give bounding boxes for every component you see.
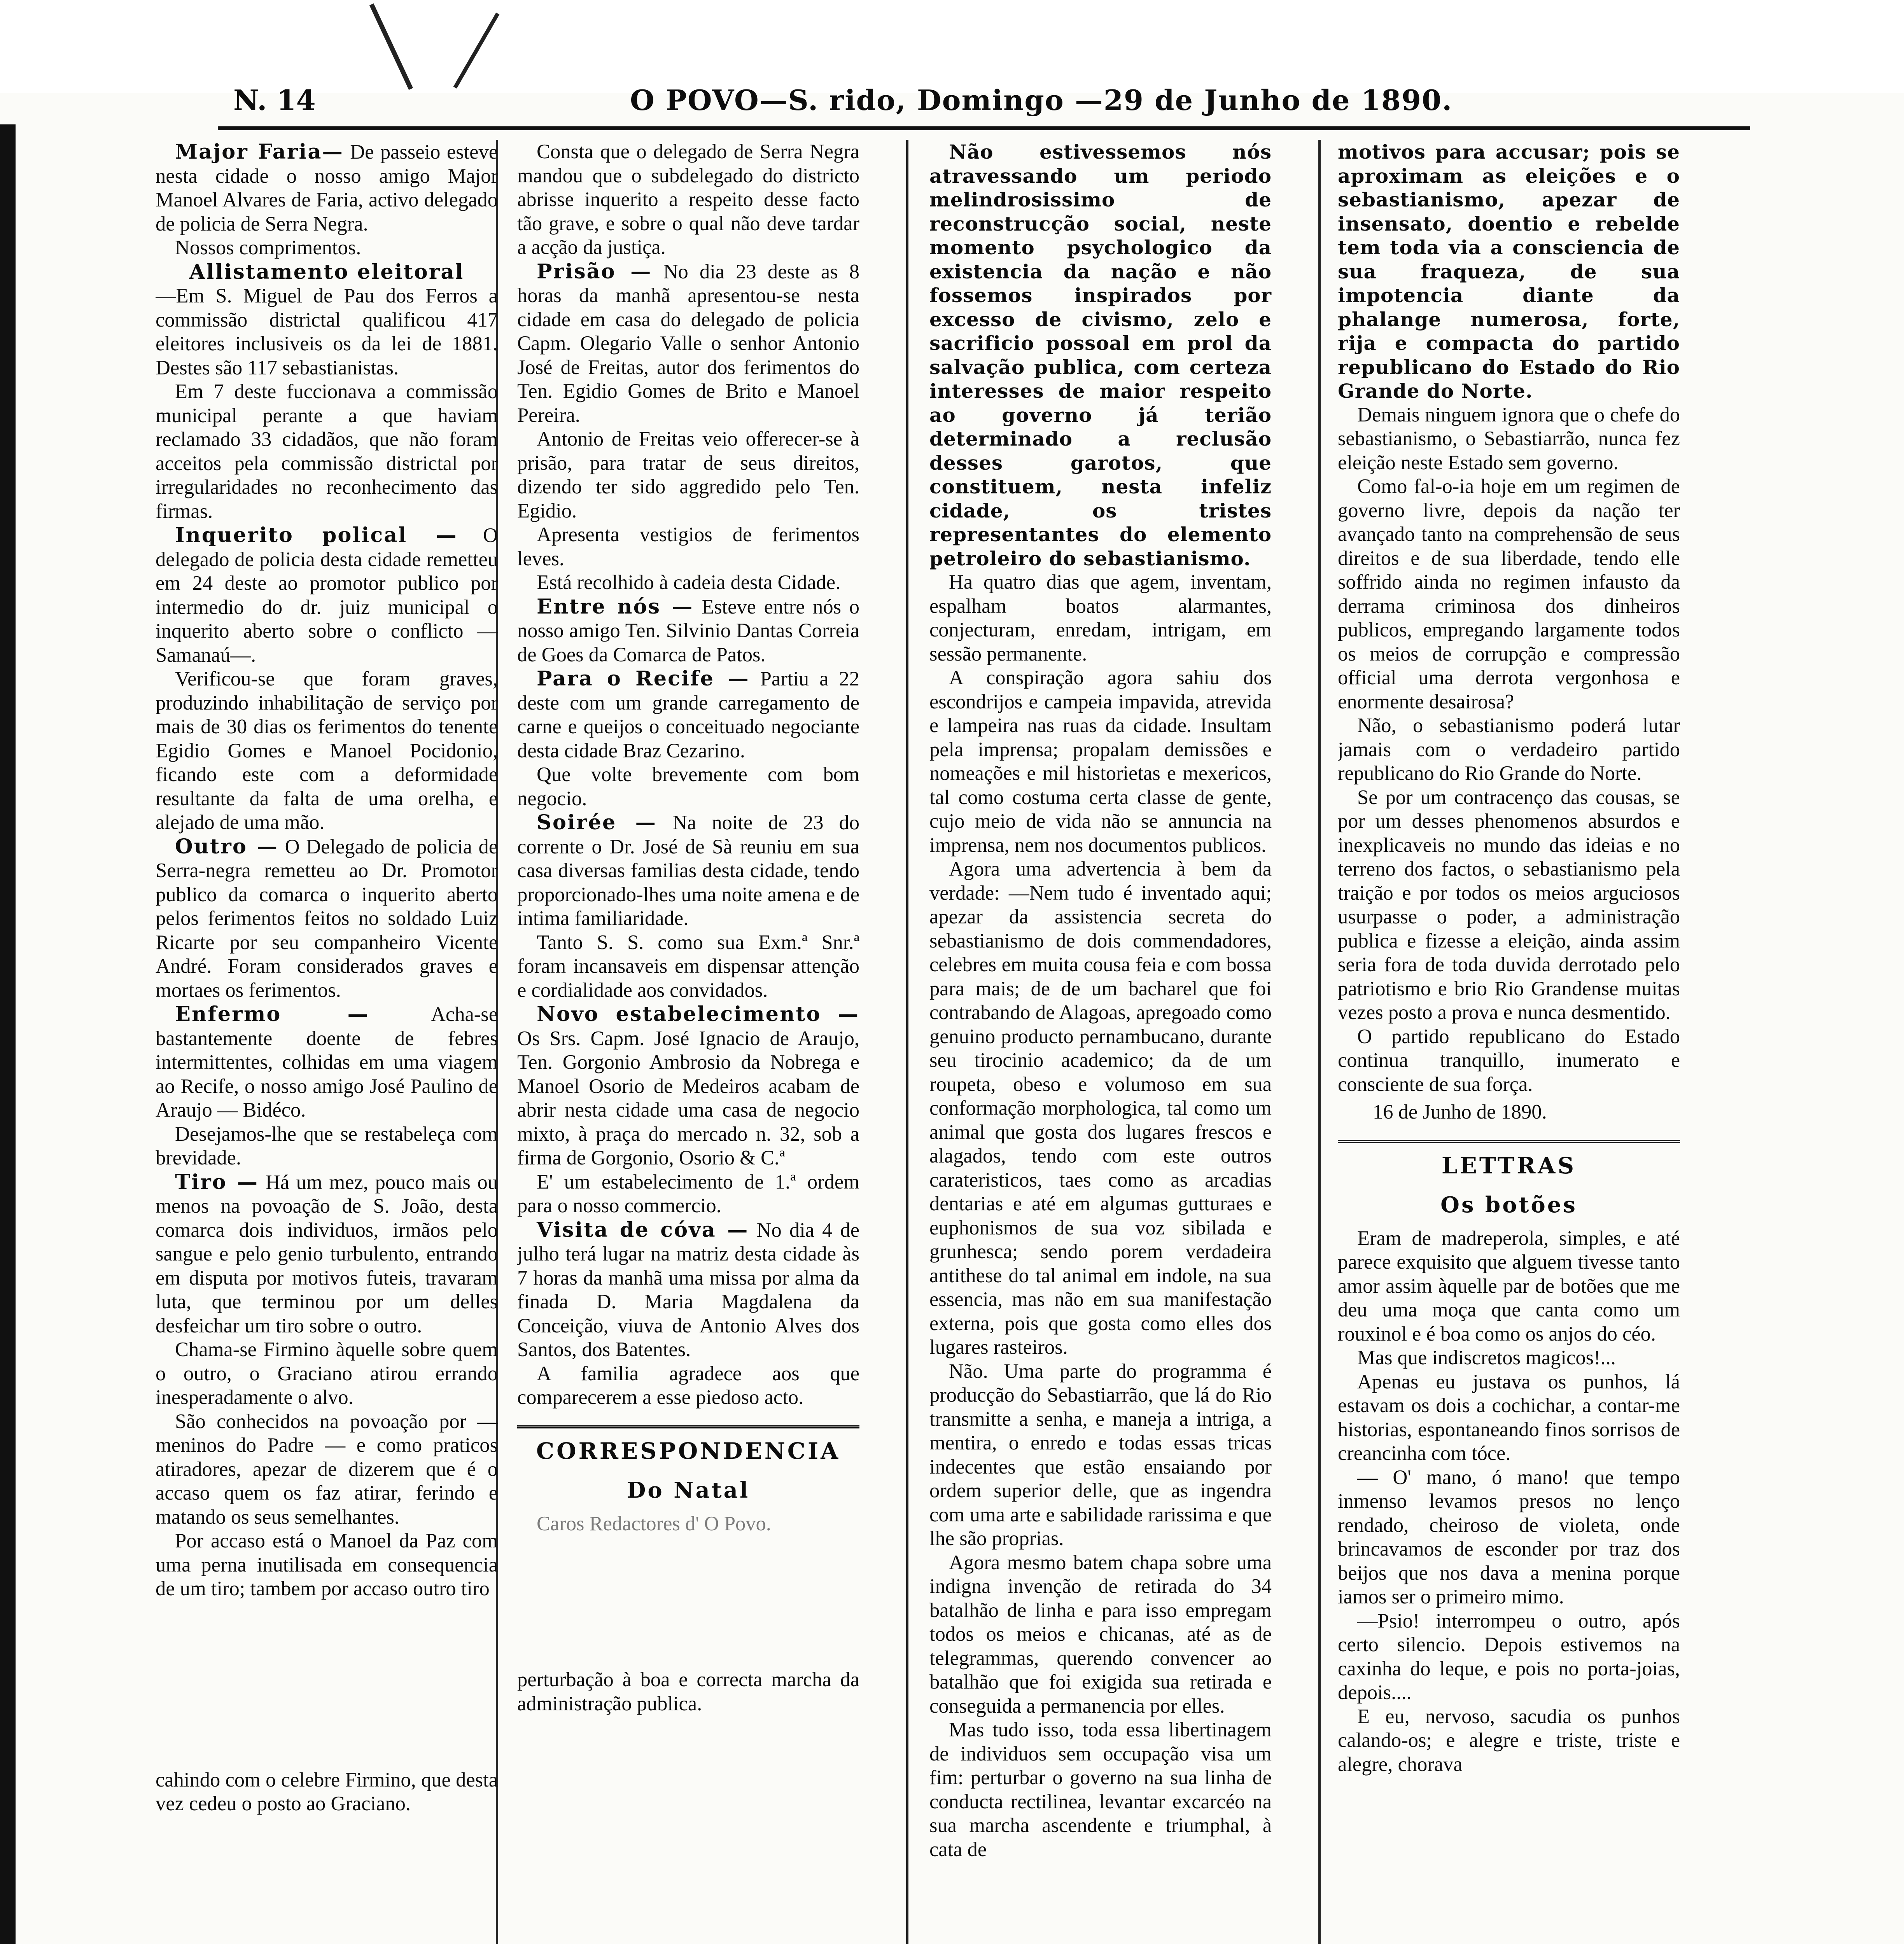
column-3	[929, 140, 1272, 1944]
article-paragraph: Antonio de Freitas veio offerecer-se à prisão, para tratar de seus direitos, dizendo ter sido aggredido pelo Ten. Egidio.	[517, 428, 859, 522]
article-paragraph-faded	[517, 1536, 859, 1668]
article-paragraph: Prisão — No dia 23 deste as 8 horas da manhã apresentou-se nesta cidade em casa do delegado de policia Capm. Olegario Valle o senhor Antonio José de Freitas, autor dos ferimentos do Ten. Egidio Gomes de Brito e Manoel Pereira.	[517, 259, 859, 427]
article-paragraph: E' um estabelecimento de 1.ª ordem para o nosso commercio.	[517, 1170, 859, 1217]
article-paragraph: Desejamos-lhe que se restabeleça com brevidade.	[156, 1122, 498, 1169]
article-paragraph: Em 7 deste fuccionava a commissão municipal perante a que haviam reclamado 33 cidadãos, que não foram acceitos pela commissão districtal por irregularidades no reconhecimento das firmas.	[156, 380, 498, 523]
article-paragraph: Não, o sebastianismo poderá lutar jamais com o verdadeiro partido republicano do Rio Grande do Norte.	[1338, 714, 1680, 785]
article-paragraph: Por accaso está o Manoel da Paz com uma perna inutilisada em consequencia de um tiro; tambem por accaso outro tiro	[156, 1530, 498, 1600]
article-heading: Para o Recife —	[537, 667, 750, 691]
article-paragraph: Que volte brevemente com bom negocio.	[517, 763, 859, 810]
article-paragraph: —Em S. Miguel de Pau dos Ferros a commissão districtal qualificou 417 eleitores inclusiveis os da lei de 1881. Destes são 117 sebastianistas.	[156, 285, 498, 379]
article-paragraph: Verificou-se que foram graves, produzindo inhabilitação de serviço por mais de 30 dias os ferimentos do tenente Egidio Gomes e Manoel Pocidonio, ficando este com a deformidade resultante da falta de uma orelha, e alejado de uma mão.	[156, 668, 498, 834]
article-paragraph: Agora mesmo batem chapa sobre uma indigna invenção de retirada do 34 batalhão de linha e para isso empregam todos os meios e chicanas, até as de telegrammas, querendo convencer ao batalhão que foi exigida sua retirada e conseguida a permanencia por elles.	[929, 1551, 1272, 1717]
article-paragraph: Chama-se Firmino àquelle sobre quem o outro, o Graciano atirou errando inesperadamente o alvo.	[156, 1338, 498, 1409]
article-paragraph: Se por um contracenço das cousas, se por um desses phenomenos absurdos e inexplicaveis no mundo das ideias e no terreno dos factos, o sebastianismo pela traição e por todos os meios arguciosos usurpasse o poder, a administração publica e fizesse a eleição, ainda assim seria fora de toda duvida derrotado pelo patriotismo e brio Rio Grandense muitas vezes posto a prova e nunca desmentido.	[1338, 786, 1680, 1024]
article-paragraph: Mas que indiscretos magicos!...	[1357, 1346, 1616, 1369]
article-heading: Tiro —	[175, 1170, 259, 1194]
article-heading: Visita de cóva —	[537, 1218, 749, 1242]
left-page-edge	[0, 124, 16, 1944]
article-heading: Novo estabelecimento —	[537, 1002, 859, 1026]
column-4	[1338, 140, 1680, 1944]
article-paragraph: E eu, nervoso, sacudia os punhos calando-os; e alegre e triste, triste e alegre, chorava	[1338, 1705, 1680, 1776]
article-paragraph: Soirée — Na noite de 23 do corrente o Dr. José de Sà reuniu em sua casa diversas familias desta cidade, tendo proporcionado-lhes uma noite amena e de intima familiaridade.	[517, 811, 859, 930]
article-heading: Soirée —	[537, 811, 657, 834]
article-paragraph: Novo estabelecimento — Os Srs. Capm. José Ignacio de Araujo, Ten. Gorgonio Ambrosio da Nobrega e Manoel Osorio de Medeiros acabam de abrir nesta cidade uma casa de negocio mixto, à praça do mercado n. 32, sob a firma de Gorgonio, Osorio & C.ª	[517, 1002, 859, 1169]
article-heading: Allistamento eleitoral	[189, 260, 464, 284]
article-paragraph-faded	[156, 1601, 498, 1768]
column-2	[517, 140, 859, 1944]
article-paragraph: — O' mano, ó mano! que tempo inmenso levamos presos no lenço rendado, cheiroso de violeta, onde brincavamos de esconder por traz dos beijos que nos dava a menina porque iamos ser o primeiro mimo.	[1338, 1466, 1680, 1608]
article-paragraph: Como fal-o-ia hoje em um regimen de governo livre, depois da nação ter avançado tanto na comprehensão de seus direitos e de sua liberdade, tendo elle soffrido ainda no regimen infausto da derrama criminosa dos dinheiros publicos, empregando largamente todos os meios de corrupção e compressão official uma derrota vergonhosa e enormente desairosa?	[1338, 475, 1680, 713]
article-paragraph	[156, 260, 498, 285]
article-paragraph: Visita de cóva — No dia 4 de julho terá lugar na matriz desta cidade às 7 horas da manhã uma missa por alma da finada D. Maria Magdalena da Conceição, viuva de Antonio Alves dos Santos, dos Batentes.	[517, 1218, 859, 1361]
article-paragraph: Eram de madreperola, simples, e até parece exquisito que alguem tivesse tanto amor assim àquelle par de botões que me deu uma moça que canta como um rouxinol e é boa como os anjos do céo.	[1338, 1227, 1680, 1345]
article-date: 16 de Junho de 1890.	[1373, 1101, 1547, 1123]
article-heading: Prisão —	[537, 259, 652, 283]
article-paragraph: Não estivessemos nós atravessando um periodo melindrosissimo de reconstrucção social, neste momento psychologico da existencia da nação e não fossemos inspirados por excesso de civismo, zelo e sacrificio possoal em prol da salvação publica, com certeza interesses de maior respeito ao governo já terião determinado a reclusão desses garotos, que constituem, nesta infeliz cidade, os tristes representantes do elemento petroleiro do sebastianismo.	[929, 140, 1272, 570]
article-paragraph: O partido republicano do Estado continua tranquillo, inumerato e consciente de sua força.	[1338, 1025, 1680, 1096]
article-paragraph: Outro — O Delegado de policia de Serra-negra remetteu ao Dr. Promotor publico da comarca o inquerito aberto pelos ferimentos feitos no soldado Luiz Ricarte por seu companheiro Vicente André. Foram considerados graves e mortaes os ferimentos.	[156, 834, 498, 1002]
article-paragraph: A familia agradece aos que comparecerem a esse piedoso acto.	[517, 1362, 859, 1409]
article-heading: Enfermo —	[175, 1002, 369, 1026]
page-header	[218, 80, 1750, 130]
article-heading: Major Faria—	[175, 140, 344, 164]
article-paragraph: Nossos comprimentos.	[175, 236, 361, 259]
article-paragraph-faded: Caros Redactores d' O Povo.	[537, 1512, 771, 1535]
article-heading: Outro —	[175, 834, 279, 858]
article-heading: Entre nós —	[537, 594, 694, 619]
section-title: LETTRAS	[1338, 1140, 1680, 1178]
column-1	[156, 140, 498, 1944]
article-paragraph: Major Faria— De passeio esteve nesta cidade o nosso amigo Major Manoel Alvares de Faria, activo delegado de policia de Serra Negra.	[156, 140, 498, 235]
article-paragraph: Mas tudo isso, toda essa libertinagem de individuos sem occupação visa um fim: perturbar o governo na sua linha de conducta rectilinea, levantar excarcéo na sua marcha ascendente e triumphal, à cata de	[929, 1718, 1272, 1861]
article-heading: Inquerito polical —	[175, 523, 458, 547]
article-paragraph: Demais ninguem ignora que o chefe do sebastianismo, o Sebastiarrão, nunca fez eleição neste Estado sem governo.	[1338, 403, 1680, 474]
article-paragraph: Entre nós — Esteve entre nós o nosso amigo Ten. Silvinio Dantas Correia de Goes da Comarca de Patos.	[517, 594, 859, 666]
article-paragraph: —Psio! interrompeu o outro, após certo silencio. Depois estivemos na caxinha do leque, e pois no porta-joias, depois....	[1338, 1609, 1680, 1704]
article-paragraph: Está recolhido à cadeia desta Cidade.	[537, 571, 841, 594]
article-paragraph: A conspiração agora sahiu dos escondrijos e campeia impavida, atrevida e lampeira nas ruas da cidade. Insultam pela imprensa; propalam demissões e nomeações e mil historietas e mexericos, tal como costuma certa classe de gente, cujo meio de vida não se annuncia na imprensa, nem nos documentos publicos.	[929, 666, 1272, 857]
section-subtitle: Do Natal	[626, 1477, 750, 1503]
article-paragraph: cahindo com o celebre Firmino, que desta vez cedeu o posto ao Graciano.	[156, 1768, 498, 1815]
article-paragraph: São conhecidos na povoação por — meninos do Padre — e como praticos atiradores, apezar de dizerem que é o accaso quem os faz atirar, ferindo e matando os seus semelhantes.	[156, 1410, 498, 1528]
article-paragraph: Agora uma advertencia à bem da verdade: —Nem tudo é inventado aqui; apezar da assistencia secreta do sebastianismo de dois commendadores, celebres em muita cousa feia e com bossa para mais; de de um bacharel que foi contrabando de Alagoas, apregoado como genuino producto pernambucano, durante seu tirocinio academico; da de um roupeta, obeso e volumoso em sua conformação morphologica, tal como um animal que gosta dos lugares frescos e alagados, tendo com este outros carateristicos, taes como as arcadias dentarias e até em algumas gutturaes e euphonismos de sua voz sibilada e grunhesca; sendo porem verdadeira antithese do tal animal em indole, na sua essencia, mas não em sua manifestação externa, pois que gosta como elles dos lugares rasteiros.	[929, 858, 1272, 1358]
torn-top-edge	[0, 0, 1904, 93]
column-divider	[1318, 140, 1321, 1944]
masthead-title: O POVO—S. rido, Domingo —29 de Junho de 1890.	[630, 84, 1453, 117]
column-divider	[906, 140, 908, 1944]
article-paragraph: Ha quatro dias que agem, inventam, espalham boatos alarmantes, conjecturam, enredam, intrigam, em sessão permanente.	[929, 571, 1272, 665]
article-paragraph: motivos para accusar; pois se aproximam as eleições e o sebastianismo, apezar de insensato, doentio e rebelde tem toda via a consciencia de sua fraqueza, de sua impotencia diante da phalange numerosa, forte, rija e compacta do partido republicano do Estado do Rio Grande do Norte.	[1338, 140, 1680, 402]
page-number: N. 14	[233, 84, 316, 117]
article-paragraph: Apenas eu justava os punhos, lá estavam os dois a cochichar, a contar-me historias, espontaneando finos sorrisos de creancinha com tóce.	[1338, 1370, 1680, 1465]
article-paragraph: Para o Recife — Partiu a 22 deste com um grande carregamento de carne e queijos o conceituado negociante desta cidade Braz Cezarino.	[517, 667, 859, 762]
article-paragraph: Não. Uma parte do programma é producção do Sebastiarrão, que lá do Rio transmitte a senha, e maneja a intriga, a mentira, o enredo e todas essas tricas indecentes que estão ensaiando por ordem superior delle, que as ingendra com uma arte e sabilidade rarissima e que lhe são proprias.	[929, 1360, 1272, 1550]
article-paragraph: Consta que o delegado de Serra Negra mandou que o subdelegado do districto abrisse inquerito a respeito desse facto tão grave, e sobre o qual não deve tardar a acção da justiça.	[517, 140, 859, 259]
article-paragraph: Enfermo — Acha-se bastantemente doente de febres intermittentes, colhidas em uma viagem ao Recife, o nosso amigo José Paulino de Araujo — Bidéco.	[156, 1002, 498, 1121]
article-paragraph: Tanto S. S. como sua Exm.ª Snr.ª foram incansaveis em dispensar attenção e cordialidade aos convidados.	[517, 931, 859, 1002]
section-subtitle: Os botões	[1440, 1192, 1577, 1218]
article-paragraph: Inquerito polical — O delegado de policia desta cidade remetteu em 24 deste ao promotor publico por intermedio do dr. juiz municipal o inquerito aberto sobre o conflicto —Samanaú—.	[156, 523, 498, 666]
article-paragraph: perturbação à boa e correcta marcha da administração publica.	[517, 1668, 859, 1715]
article-paragraph: Apresenta vestigios de ferimentos leves.	[517, 523, 859, 570]
section-title: CORRESPONDENCIA	[517, 1425, 859, 1463]
article-paragraph: Tiro — Há um mez, pouco mais ou menos na povoação de S. João, desta comarca dois individuos, irmãos pelo sangue e pelo genio turbulento, entrando em disputa por motivos futeis, travaram luta, que terminou por um delles desfeichar um tiro sobre o outro.	[156, 1170, 498, 1337]
